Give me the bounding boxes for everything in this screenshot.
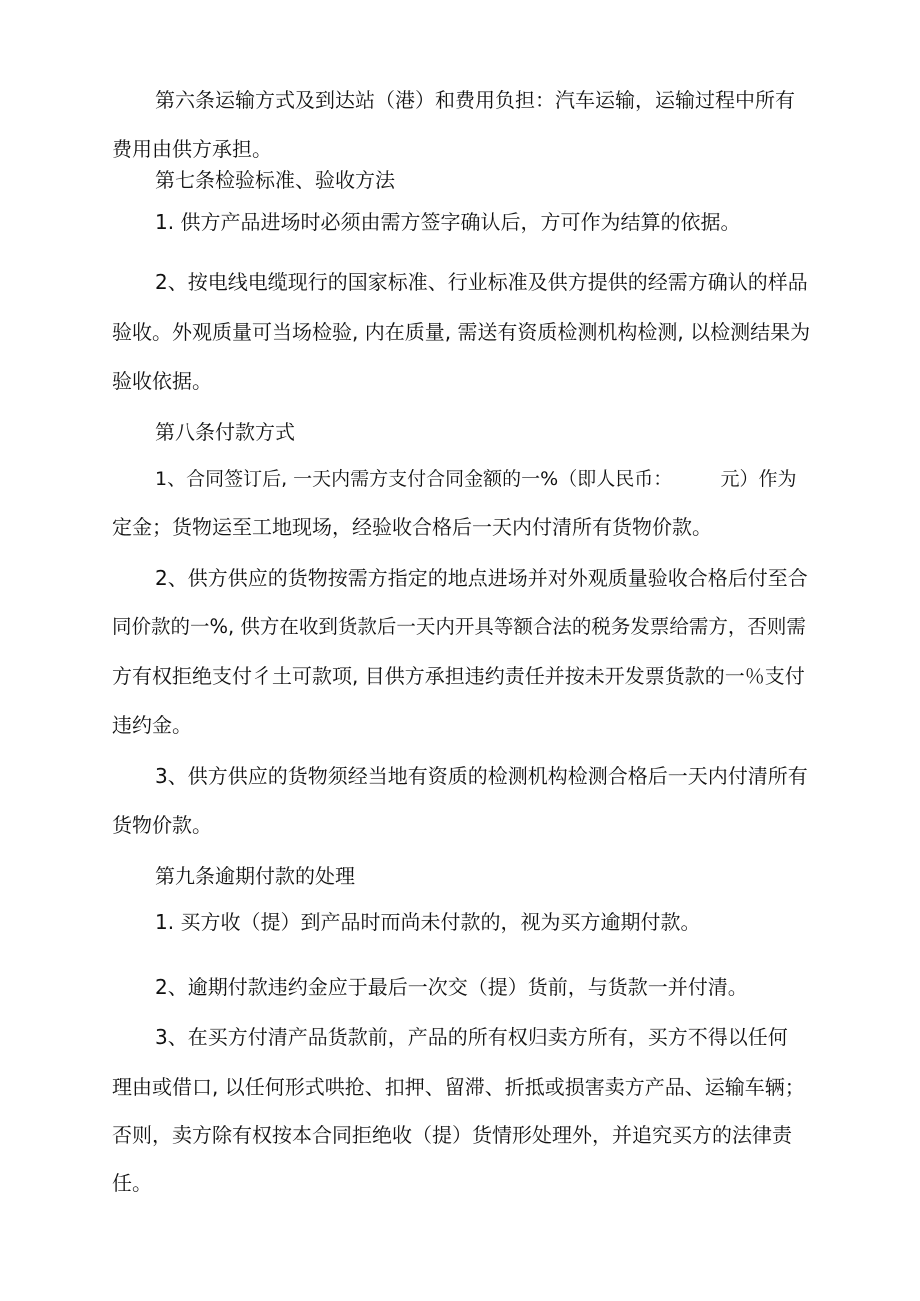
article-8-item-1-line-1: 1、合同签订后, 一天内需方支付合同金额的一%（即人民币： 元）作为	[155, 468, 797, 490]
article-9-item-3-line-1: 3、在买方付清产品货款前，产品的所有权归卖方所有，买方不得以任何	[155, 1025, 788, 1049]
article-7-item-2-line-1: 2、按电线电缆现行的国家标准、行业标准及供方提供的经需方确认的样品	[155, 270, 808, 294]
article-9-item-3-line-2: 理由或借口, 以任何形式哄抢、扣押、留滞、折抵或损害卖方产品、运输车辆；	[112, 1075, 805, 1099]
article-7-item-2-line-3: 验收依据。	[112, 369, 212, 393]
article-8-item-3-line-2: 货物价款。	[112, 813, 212, 837]
article-9-heading: 第九条逾期付款的处理	[155, 864, 355, 888]
article-8-heading: 第八条付款方式	[155, 420, 295, 444]
article-8-item-2-line-1: 2、供方供应的货物按需方指定的地点进场并对外观质量验收合格后付至合	[155, 566, 808, 590]
article-7-item-1: 1. 供方产品进场时必须由需方签字确认后，方可作为结算的依据。	[155, 210, 741, 234]
article-7-heading: 第七条检验标准、验收方法	[155, 168, 395, 192]
article-9-item-1: 1. 买方收（提）到产品时而尚未付款的，视为买方逾期付款。	[155, 910, 701, 934]
article-9-item-3-line-3: 否则，卖方除有权按本合同拒绝收（提）货情形处理外，并追究买方的法律责	[112, 1123, 792, 1147]
article-8-item-2-line-3: 方有权拒绝支付彳土可款项, 目供方承担违约责任并按未开发票货款的一％支付	[112, 664, 805, 688]
article-8-item-2-line-4: 违约金。	[112, 713, 192, 737]
article-8-item-2-line-2: 同价款的一%, 供方在收到货款后一天内开具等额合法的税务发票给需方，否则需	[112, 615, 806, 638]
article-9-item-3-line-4: 任。	[112, 1171, 152, 1195]
article-6-line-1: 第六条运输方式及到达站（港）和费用负担：汽车运输，运输过程中所有	[155, 88, 795, 112]
article-8-item-1-line-2: 定金；货物运至工地现场，经验收合格后一天内付清所有货物价款。	[112, 515, 712, 539]
article-6-line-2: 费用由供方承担。	[112, 137, 272, 161]
article-9-item-2: 2、逾期付款违约金应于最后一次交（提）货前，与货款一并付清。	[155, 975, 748, 999]
article-7-item-2-line-2: 验收。外观质量可当场检验, 内在质量, 需送有资质检测机构检测, 以检测结果为	[112, 320, 811, 344]
article-8-item-3-line-1: 3、供方供应的货物须经当地有资质的检测机构检测合格后一天内付清所有	[155, 764, 808, 788]
